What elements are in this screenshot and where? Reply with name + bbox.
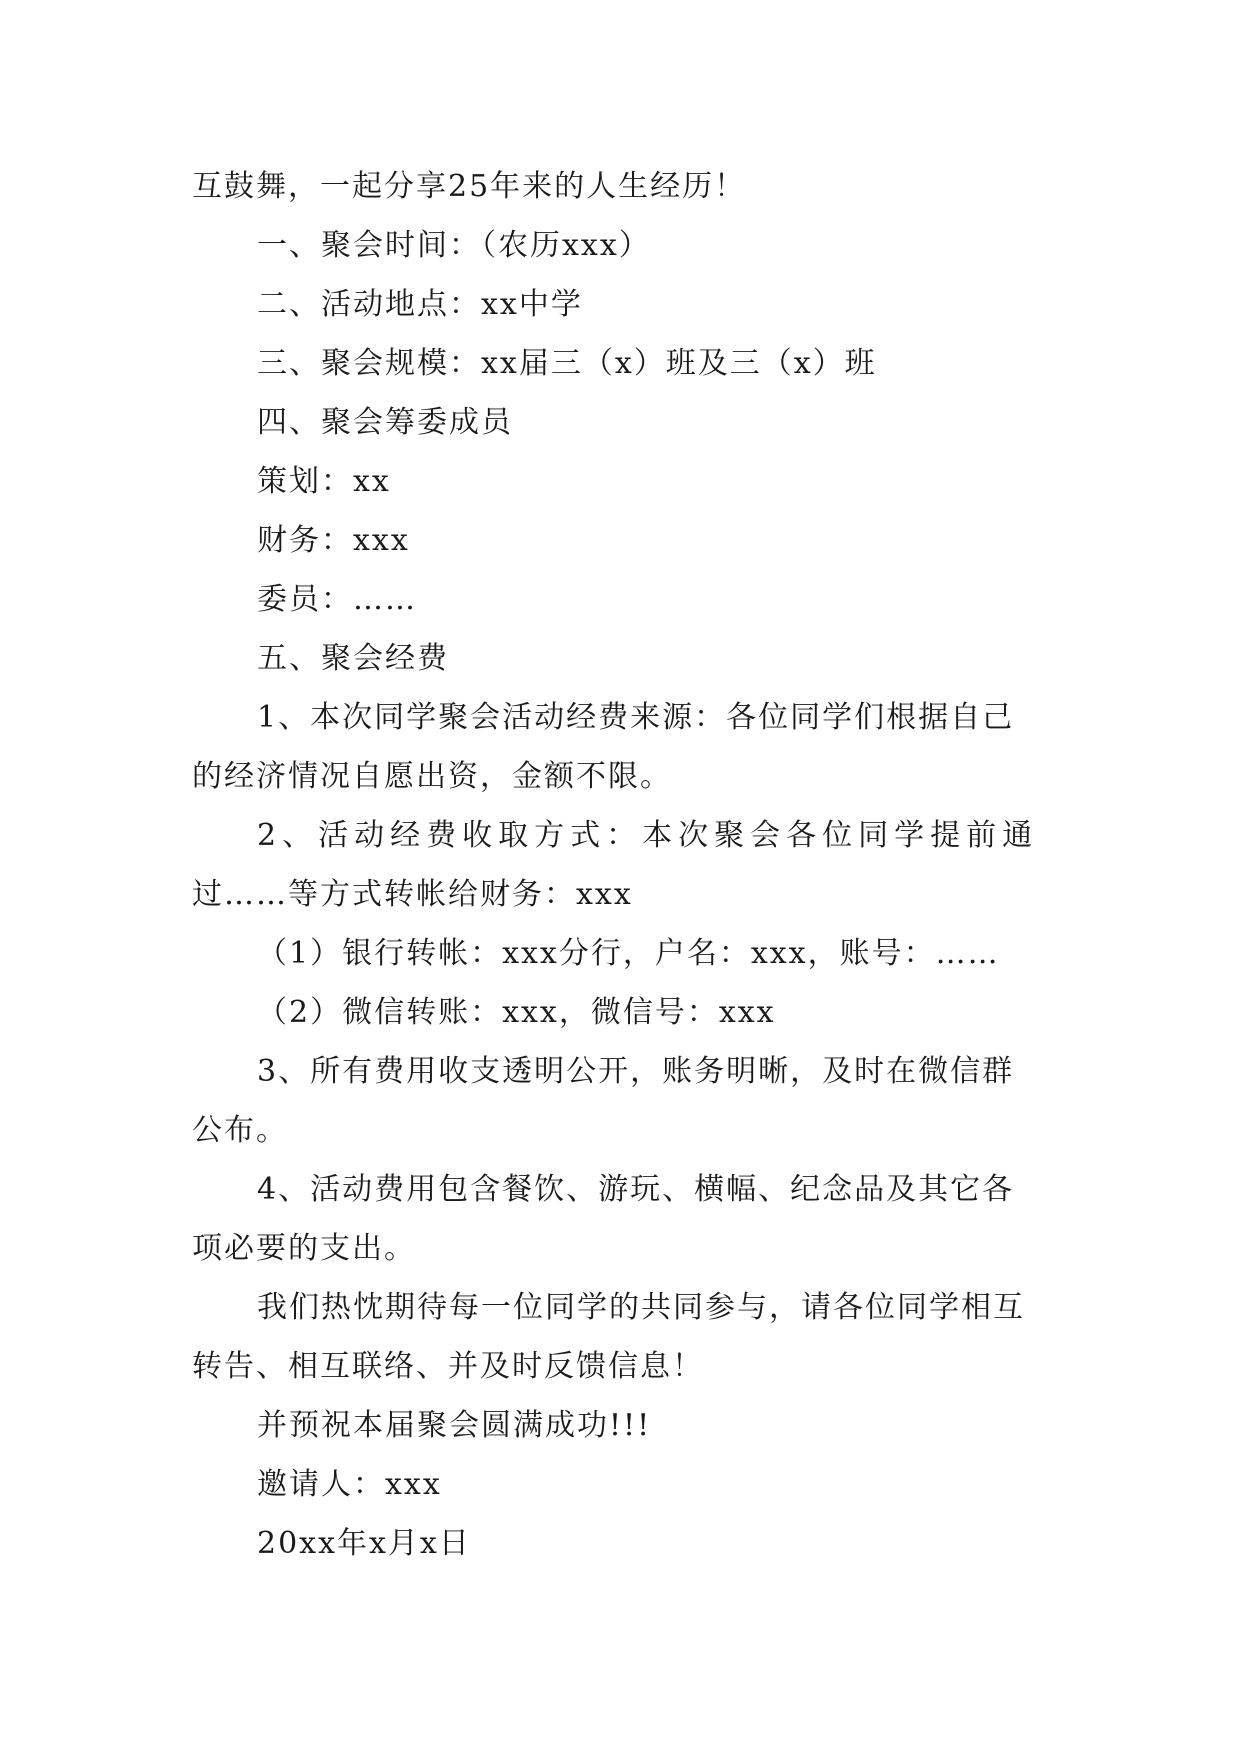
section-heading-committee: 四、聚会筹委成员: [257, 405, 513, 440]
funds-item-2-continued: 过……等方式转帐给财务：xxx: [192, 877, 633, 912]
payment-bank-transfer: （1）银行转帐：xxx分行，户名：xxx，账号：……: [257, 936, 1000, 971]
funds-item-3-continued: 公布。: [192, 1113, 288, 1148]
section-heading-location: 二、活动地点：xx中学: [257, 287, 583, 322]
text-line: 互鼓舞，一起分享25年来的人生经历！: [192, 169, 747, 204]
funds-item-4-continued: 项必要的支出。: [192, 1231, 416, 1266]
funds-item-1-continued: 的经济情况自愿出资，金额不限。: [192, 759, 672, 794]
payment-wechat-transfer: （2）微信转账：xxx，微信号：xxx: [257, 995, 776, 1030]
section-heading-funds: 五、聚会经费: [257, 641, 449, 676]
section-heading-time: 一、聚会时间：（农历xxx）: [257, 228, 651, 263]
committee-finance: 财务：xxx: [257, 523, 410, 558]
closing-wish: 并预祝本届聚会圆满成功!!!: [257, 1408, 652, 1443]
section-heading-scale: 三、聚会规模：xx届三（x）班及三（x）班: [257, 346, 877, 381]
invitation-paragraph: 我们热忱期待每一位同学的共同参与，请各位同学相互: [257, 1290, 1025, 1325]
committee-planner: 策划：xx: [257, 464, 391, 499]
committee-members: 委员：……: [257, 582, 417, 617]
funds-item-2: 2、活动经费收取方式：本次聚会各位同学提前通: [257, 818, 1039, 853]
funds-item-4: 4、活动费用包含餐饮、游玩、横幅、纪念品及其它各: [257, 1172, 1015, 1207]
funds-item-3: 3、所有费用收支透明公开，账务明晰，及时在微信群: [257, 1054, 1015, 1089]
document-date: 20xx年x月x日: [257, 1526, 471, 1561]
invitation-paragraph-continued: 转告、相互联络、并及时反馈信息！: [192, 1349, 704, 1384]
funds-item-1: 1、本次同学聚会活动经费来源：各位同学们根据自己: [257, 700, 1015, 735]
inviter-signature: 邀请人：xxx: [257, 1467, 442, 1502]
